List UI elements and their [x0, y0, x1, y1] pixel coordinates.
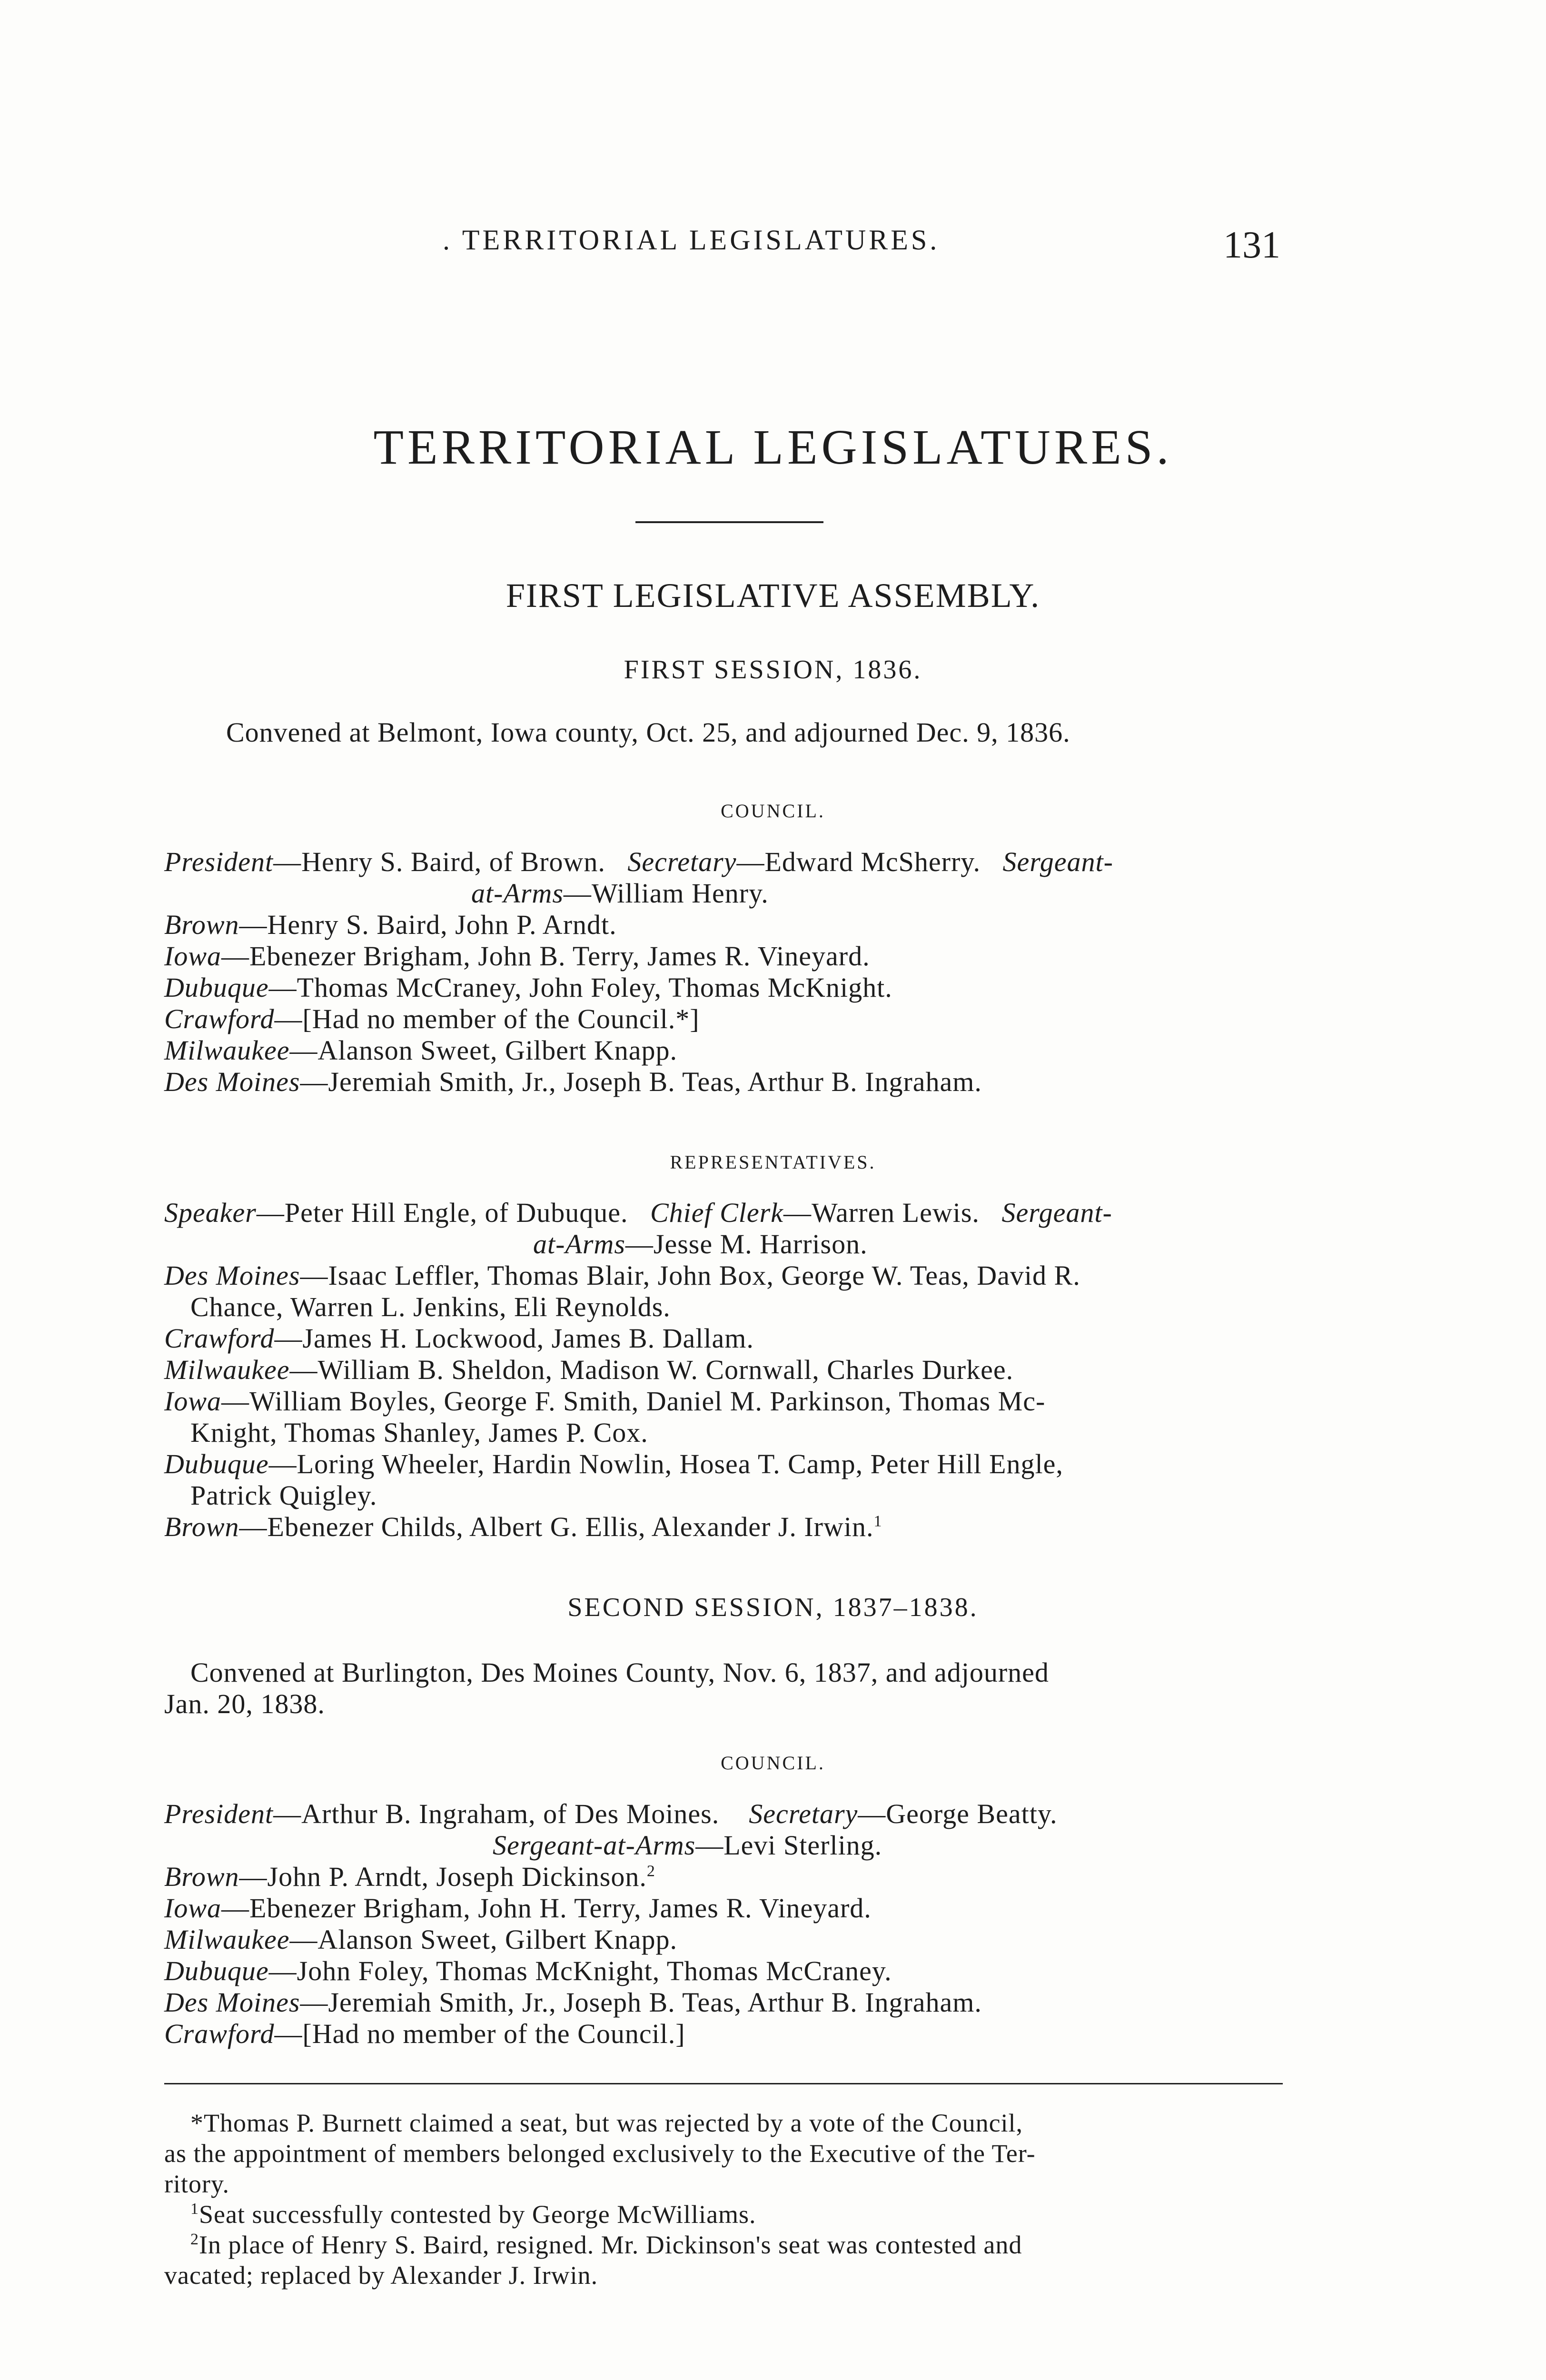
council-iowa: Iowa—Ebenezer Brigham, John B. Terry, James R. Vineyard. [164, 941, 870, 972]
label-secretary: Secretary [627, 846, 737, 877]
second-session-convened-2: Jan. 20, 1838. [164, 1688, 325, 1719]
reps-des-moines-cont: Chance, Warren L. Jenkins, Eli Reynolds. [190, 1291, 671, 1322]
page-number: 131 [1223, 224, 1280, 266]
reps-milwaukee: Milwaukee—William B. Sheldon, Madison W. Cornwall, Charles Durkee. [164, 1354, 1014, 1385]
footnote-ref-2: 2 [646, 1862, 655, 1880]
council2-officers-line-1: President—Arthur B. Ingraham, of Des Moines. Secretary—George Beatty. [164, 1798, 1058, 1829]
footnote-1: $^1$Seat successfully contested by George McWilliams. [190, 2200, 756, 2229]
council2-dubuque: Dubuque—John Foley, Thomas McKnight, Thomas McCraney. [164, 1955, 892, 1986]
council2-brown: Brown—John P. Arndt, Joseph Dickinson.$^2$ [164, 1861, 655, 1892]
council-crawford: Crawford—[Had no member of the Council.*] [164, 1003, 700, 1034]
footnote-2-line-1: $^2$In place of Henry S. Baird, resigned. Mr. Dickinson's seat was contested and [190, 2231, 1022, 2259]
footnote-star-line-1: *Thomas P. Burnett claimed a seat, but was rejected by a vote of the Council, [190, 2109, 1023, 2137]
second-session-title: SECOND SESSION, 1837–1838. [567, 1593, 979, 1622]
second-session-convened-1: Convened at Burlington, Des Moines County, Nov. 6, 1837, and adjourned [190, 1657, 1049, 1688]
footnote-ref-1: 1 [873, 1512, 882, 1530]
footnote-star-line-2: as the appointment of members belonged exclusively to the Executive of the Ter- [164, 2139, 1036, 2168]
title-rule [635, 521, 823, 523]
reps-iowa-cont: Knight, Thomas Shanley, James P. Cox. [190, 1417, 648, 1448]
council-milwaukee: Milwaukee—Alanson Sweet, Gilbert Knapp. [164, 1035, 677, 1066]
reps-officers-line-1: Speaker—Peter Hill Engle, of Dubuque. Chief Clerk—Warren Lewis. Sergeant- [164, 1197, 1112, 1228]
footnote-star-line-3: ritory. [164, 2170, 229, 2198]
council2-des-moines: Des Moines—Jeremiah Smith, Jr., Joseph B. Teas, Arthur B. Ingraham. [164, 1987, 982, 2018]
council-brown: Brown—Henry S. Baird, John P. Arndt. [164, 909, 617, 940]
footnote-rule [164, 2083, 1283, 2084]
council2-iowa: Iowa—Ebenezer Brigham, John H. Terry, James R. Vineyard. [164, 1893, 872, 1924]
council2-crawford: Crawford—[Had no member of the Council.] [164, 2018, 685, 2049]
footnote-2-line-2: vacated; replaced by Alexander J. Irwin. [164, 2261, 598, 2290]
council2-milwaukee: Milwaukee—Alanson Sweet, Gilbert Knapp. [164, 1924, 677, 1955]
reps-dubuque: Dubuque—Loring Wheeler, Hardin Nowlin, Hosea T. Camp, Peter Hill Engle, [164, 1448, 1063, 1479]
representatives-heading: REPRESENTATIVES. [670, 1151, 876, 1173]
reps-des-moines: Des Moines—Isaac Leffler, Thomas Blair, John Box, George W. Teas, David R. [164, 1260, 1080, 1291]
reps-officers-line-2: at-Arms—Jesse M. Harrison. [533, 1229, 868, 1259]
council-officers-line-2: at-Arms—William Henry. [471, 878, 769, 909]
assembly-title: FIRST LEGISLATIVE ASSEMBLY. [505, 576, 1041, 615]
council-dubuque: Dubuque—Thomas McCraney, John Foley, Thomas McKnight. [164, 972, 892, 1003]
reps-brown: Brown—Ebenezer Childs, Albert G. Ellis, Alexander J. Irwin.$^1$ [164, 1511, 882, 1542]
running-head: . TERRITORIAL LEGISLATURES. [443, 224, 940, 256]
council-des-moines: Des Moines—Jeremiah Smith, Jr., Joseph B. Teas, Arthur B. Ingraham. [164, 1066, 982, 1097]
second-council-heading: COUNCIL. [721, 1752, 825, 1774]
council2-officers-line-2: Sergeant-at-Arms—Levi Sterling. [493, 1830, 882, 1861]
council-officers-line-1: President—Henry S. Baird, of Brown. Secretary—Edward McSherry. Sergeant- [164, 846, 1113, 877]
label-sergeant: Sergeant- [1002, 846, 1113, 877]
reps-iowa: Iowa—William Boyles, George F. Smith, Daniel M. Parkinson, Thomas Mc- [164, 1386, 1046, 1417]
first-session-convened: Convened at Belmont, Iowa county, Oct. 25, and adjourned Dec. 9, 1836. [226, 717, 1070, 748]
first-session-title: FIRST SESSION, 1836. [624, 655, 922, 684]
label-president: President [164, 846, 274, 877]
reps-crawford: Crawford—James H. Lockwood, James B. Dallam. [164, 1323, 754, 1354]
reps-dubuque-cont: Patrick Quigley. [190, 1480, 377, 1511]
page-title: TERRITORIAL LEGISLATURES. [373, 420, 1173, 475]
first-council-heading: COUNCIL. [721, 800, 825, 822]
